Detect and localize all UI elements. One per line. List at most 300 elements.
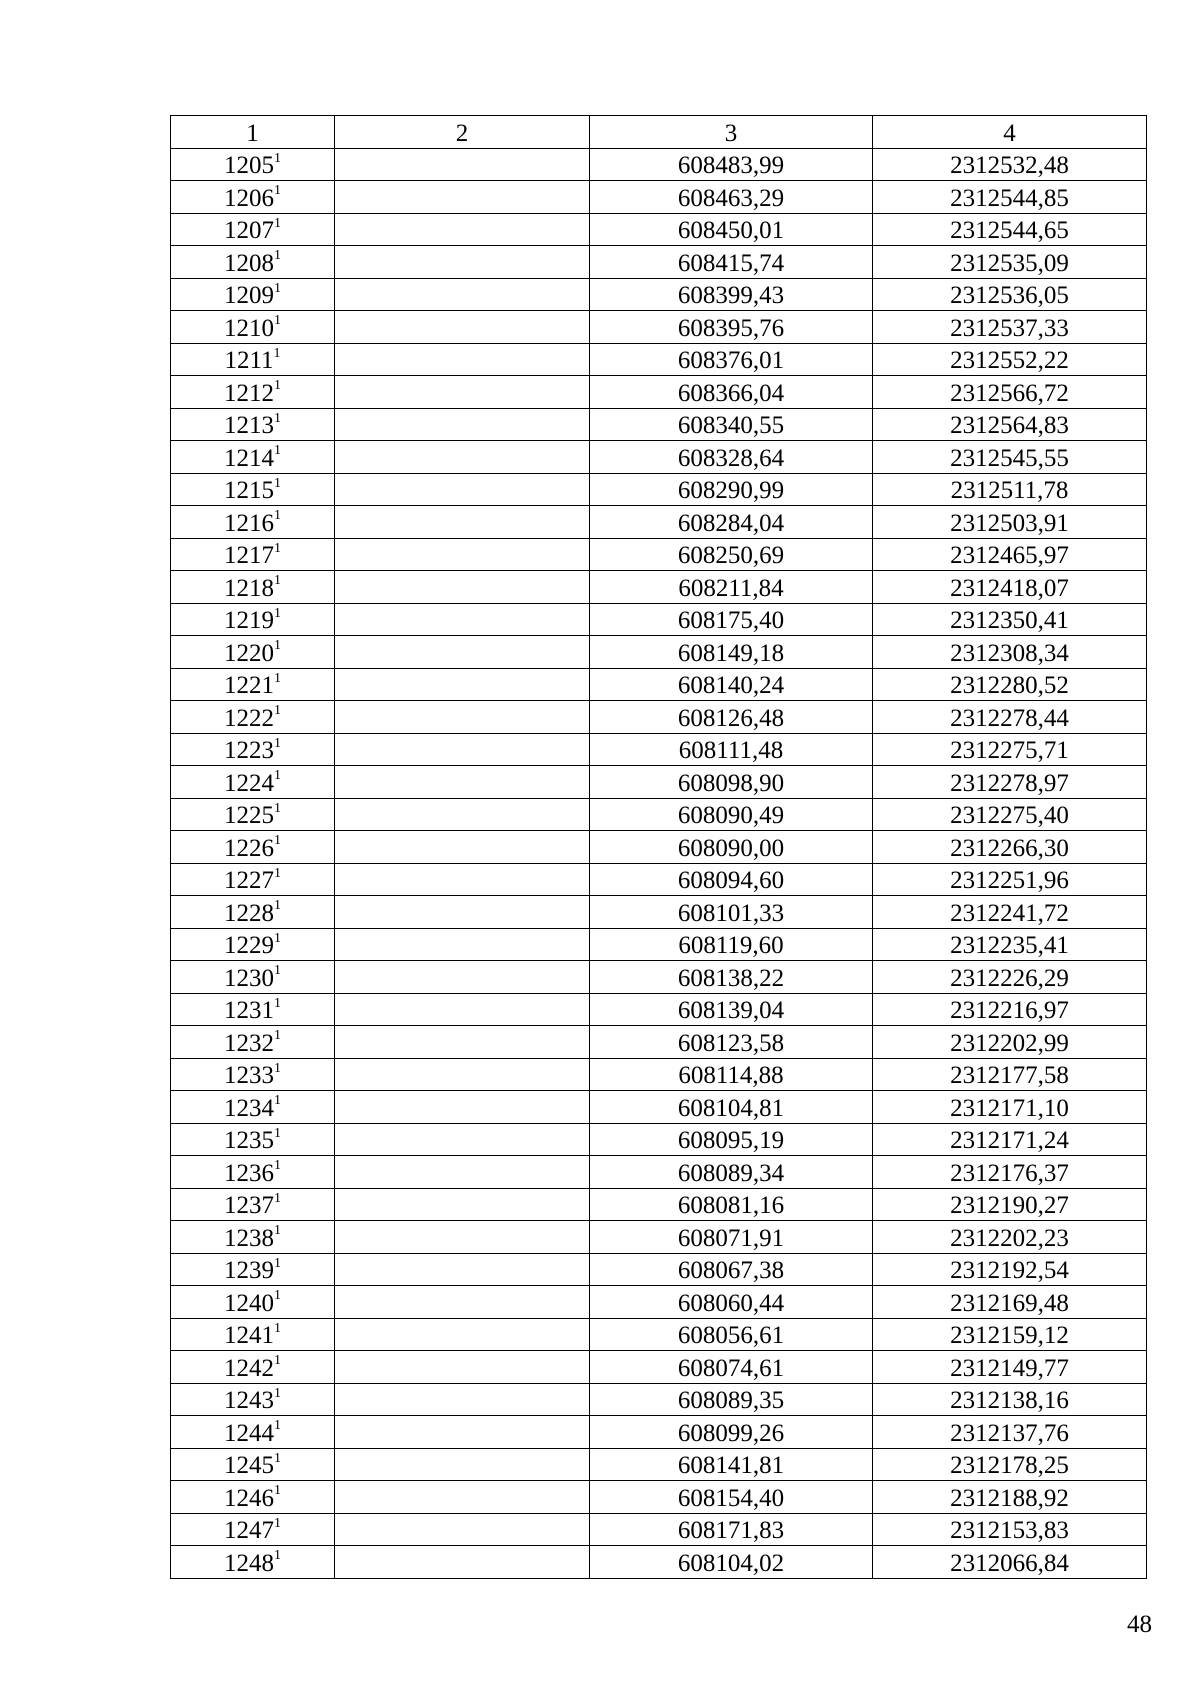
x-coordinate-cell: 608074,61 <box>590 1351 873 1384</box>
point-number <box>224 834 281 863</box>
point-number-superscript: 1 <box>274 1320 281 1336</box>
point-number-base: 1229 <box>224 932 274 959</box>
y-coordinate-cell: 2312190,27 <box>873 1188 1147 1221</box>
x-coordinate-cell: 608104,81 <box>590 1091 873 1124</box>
point-number <box>224 671 281 700</box>
point-number-base: 1215 <box>224 477 274 504</box>
point-number <box>224 509 281 538</box>
point-number <box>224 1386 281 1415</box>
point-number-cell <box>171 148 335 181</box>
table-row <box>171 1481 1147 1514</box>
x-coordinate-cell: 608090,00 <box>590 831 873 864</box>
point-number-superscript: 1 <box>274 703 281 719</box>
point-number-cell <box>171 896 335 929</box>
point-number-cell <box>171 1513 335 1546</box>
y-coordinate-cell: 2312241,72 <box>873 896 1147 929</box>
point-number <box>224 1191 281 1220</box>
point-number-superscript: 1 <box>274 800 281 816</box>
y-coordinate-cell: 2312535,09 <box>873 246 1147 279</box>
x-coordinate-cell: 608171,83 <box>590 1513 873 1546</box>
table-row <box>171 993 1147 1026</box>
point-number-cell <box>171 278 335 311</box>
x-coordinate-cell: 608114,88 <box>590 1058 873 1091</box>
table-row <box>171 538 1147 571</box>
table-row <box>171 1188 1147 1221</box>
y-coordinate-cell: 2312278,44 <box>873 701 1147 734</box>
point-number <box>224 411 281 440</box>
table-row <box>171 1546 1147 1579</box>
column-2-cell <box>335 246 590 279</box>
point-number-superscript: 1 <box>274 248 281 264</box>
point-number-superscript: 1 <box>274 540 281 556</box>
column-2-cell <box>335 1026 590 1059</box>
column-2-cell <box>335 603 590 636</box>
point-number-cell <box>171 213 335 246</box>
table-row <box>171 1351 1147 1384</box>
point-number-superscript: 1 <box>274 963 281 979</box>
table-row <box>171 473 1147 506</box>
point-number-base: 1245 <box>224 1452 274 1479</box>
point-number <box>224 769 281 798</box>
point-number-superscript: 1 <box>274 1158 281 1174</box>
point-number-cell <box>171 1221 335 1254</box>
column-header-2: 2 <box>335 116 590 149</box>
point-number-base: 1211 <box>224 347 274 374</box>
x-coordinate-cell: 608250,69 <box>590 538 873 571</box>
point-number <box>224 346 280 375</box>
point-number-cell <box>171 343 335 376</box>
point-number-cell <box>171 1546 335 1579</box>
point-number-cell <box>171 246 335 279</box>
column-2-cell <box>335 408 590 441</box>
table-row <box>171 1058 1147 1091</box>
x-coordinate-cell: 608175,40 <box>590 603 873 636</box>
column-2-cell <box>335 668 590 701</box>
point-number-superscript: 1 <box>274 1223 281 1239</box>
point-number <box>224 1549 281 1578</box>
point-number-cell <box>171 1091 335 1124</box>
column-2-cell <box>335 1383 590 1416</box>
point-number-superscript: 1 <box>274 1190 281 1206</box>
column-2-cell <box>335 1481 590 1514</box>
point-number <box>224 281 281 310</box>
point-number-cell <box>171 473 335 506</box>
y-coordinate-cell: 2312226,29 <box>873 961 1147 994</box>
y-coordinate-cell: 2312465,97 <box>873 538 1147 571</box>
table-row <box>171 408 1147 441</box>
y-coordinate-cell: 2312153,83 <box>873 1513 1147 1546</box>
column-2-cell <box>335 1448 590 1481</box>
table-row <box>171 1091 1147 1124</box>
table-row <box>171 701 1147 734</box>
table-row <box>171 896 1147 929</box>
point-number-superscript: 1 <box>274 1255 281 1271</box>
page-number: 48 <box>1127 1611 1152 1638</box>
column-2-cell <box>335 473 590 506</box>
y-coordinate-cell: 2312171,24 <box>873 1123 1147 1156</box>
x-coordinate-cell: 608463,29 <box>590 181 873 214</box>
point-number-superscript: 1 <box>274 735 281 751</box>
point-number-base: 1242 <box>224 1354 274 1382</box>
x-coordinate-cell: 608139,04 <box>590 993 873 1026</box>
point-number <box>224 379 281 408</box>
point-number-superscript: 1 <box>274 1548 281 1564</box>
x-coordinate-cell: 608154,40 <box>590 1481 873 1514</box>
point-number-superscript: 1 <box>274 670 281 686</box>
point-number <box>224 1419 281 1448</box>
x-coordinate-cell: 608123,58 <box>590 1026 873 1059</box>
y-coordinate-cell: 2312308,34 <box>873 636 1147 669</box>
y-coordinate-cell: 2312192,54 <box>873 1253 1147 1286</box>
y-coordinate-cell: 2312171,10 <box>873 1091 1147 1124</box>
point-number <box>224 704 281 733</box>
point-number-superscript: 1 <box>274 280 281 296</box>
column-2-cell <box>335 571 590 604</box>
point-number-base: 1225 <box>224 802 274 829</box>
y-coordinate-cell: 2312235,41 <box>873 928 1147 961</box>
y-coordinate-cell: 2312278,97 <box>873 766 1147 799</box>
table-row <box>171 213 1147 246</box>
point-number <box>224 476 281 505</box>
x-coordinate-cell: 608060,44 <box>590 1286 873 1319</box>
table-row <box>171 831 1147 864</box>
point-number-base: 1240 <box>224 1289 274 1317</box>
column-2-cell <box>335 376 590 409</box>
point-number-base: 1219 <box>224 607 274 634</box>
point-number-base: 1224 <box>224 769 274 797</box>
table-row <box>171 1448 1147 1481</box>
table-row <box>171 798 1147 831</box>
point-number <box>224 1094 281 1123</box>
point-number-superscript: 1 <box>274 410 281 426</box>
column-header-3: 3 <box>590 116 873 149</box>
point-number-superscript: 1 <box>274 1028 281 1044</box>
point-number-cell <box>171 603 335 636</box>
table-row <box>171 766 1147 799</box>
coordinates-table <box>170 115 1147 1579</box>
point-number <box>224 1484 281 1513</box>
column-2-cell <box>335 961 590 994</box>
point-number-superscript: 1 <box>274 865 281 881</box>
point-number-cell <box>171 1253 335 1286</box>
table-row <box>171 1026 1147 1059</box>
point-number <box>224 899 281 928</box>
point-number-cell <box>171 733 335 766</box>
x-coordinate-cell: 608149,18 <box>590 636 873 669</box>
point-number <box>224 1159 281 1188</box>
table-header-row <box>171 116 1147 149</box>
point-number-cell <box>171 766 335 799</box>
point-number-superscript: 1 <box>274 1060 281 1076</box>
table-row <box>171 1416 1147 1449</box>
point-number-cell <box>171 1481 335 1514</box>
y-coordinate-cell: 2312552,22 <box>873 343 1147 376</box>
x-coordinate-cell: 608399,43 <box>590 278 873 311</box>
y-coordinate-cell: 2312266,30 <box>873 831 1147 864</box>
point-number-base: 1241 <box>224 1322 274 1349</box>
point-number <box>224 1516 281 1545</box>
point-number-base: 1231 <box>224 997 274 1024</box>
column-2-cell <box>335 181 590 214</box>
x-coordinate-cell: 608340,55 <box>590 408 873 441</box>
table-row <box>171 571 1147 604</box>
point-number-base: 1218 <box>224 574 274 602</box>
y-coordinate-cell: 2312202,99 <box>873 1026 1147 1059</box>
y-coordinate-cell: 2312178,25 <box>873 1448 1147 1481</box>
point-number-base: 1230 <box>224 964 274 992</box>
point-number-superscript: 1 <box>274 1483 281 1499</box>
point-number <box>224 866 281 895</box>
point-number <box>224 574 281 603</box>
column-2-cell <box>335 1416 590 1449</box>
point-number-superscript: 1 <box>274 443 281 459</box>
column-2-cell <box>335 278 590 311</box>
column-2-cell <box>335 1318 590 1351</box>
y-coordinate-cell: 2312275,40 <box>873 798 1147 831</box>
column-2-cell <box>335 1123 590 1156</box>
column-2-cell <box>335 506 590 539</box>
x-coordinate-cell: 608090,49 <box>590 798 873 831</box>
point-number <box>224 444 281 473</box>
table-row <box>171 1383 1147 1416</box>
point-number-superscript: 1 <box>273 345 281 361</box>
point-number-base: 1228 <box>224 899 274 927</box>
x-coordinate-cell: 608095,19 <box>590 1123 873 1156</box>
table-row <box>171 636 1147 669</box>
column-2-cell <box>335 701 590 734</box>
table-row <box>171 961 1147 994</box>
point-number-cell <box>171 538 335 571</box>
point-number-base: 1221 <box>224 672 274 699</box>
point-number <box>224 216 281 245</box>
y-coordinate-cell: 2312564,83 <box>873 408 1147 441</box>
y-coordinate-cell: 2312177,58 <box>873 1058 1147 1091</box>
table-row <box>171 863 1147 896</box>
y-coordinate-cell: 2312544,65 <box>873 213 1147 246</box>
column-2-cell <box>335 1091 590 1124</box>
y-coordinate-cell: 2312537,33 <box>873 311 1147 344</box>
y-coordinate-cell: 2312532,48 <box>873 148 1147 181</box>
point-number-cell <box>171 1188 335 1221</box>
point-number-superscript: 1 <box>274 768 281 784</box>
point-number-cell <box>171 961 335 994</box>
y-coordinate-cell: 2312188,92 <box>873 1481 1147 1514</box>
x-coordinate-cell: 608071,91 <box>590 1221 873 1254</box>
column-2-cell <box>335 993 590 1026</box>
point-number-superscript: 1 <box>274 1515 281 1531</box>
point-number-base: 1212 <box>224 379 274 407</box>
table-row <box>171 1286 1147 1319</box>
point-number-base: 1247 <box>224 1517 274 1544</box>
point-number-cell <box>171 1286 335 1319</box>
point-number-superscript: 1 <box>274 215 281 231</box>
x-coordinate-cell: 608056,61 <box>590 1318 873 1351</box>
column-2-cell <box>335 213 590 246</box>
point-number-superscript: 1 <box>274 508 281 524</box>
point-number-base: 1216 <box>224 509 274 537</box>
column-2-cell <box>335 1351 590 1384</box>
column-2-cell <box>335 1156 590 1189</box>
point-number <box>224 1354 281 1383</box>
table-row <box>171 311 1147 344</box>
point-number-superscript: 1 <box>274 378 281 394</box>
y-coordinate-cell: 2312275,71 <box>873 733 1147 766</box>
column-2-cell <box>335 1058 590 1091</box>
table-row <box>171 1513 1147 1546</box>
point-number <box>224 249 281 278</box>
x-coordinate-cell: 608141,81 <box>590 1448 873 1481</box>
x-coordinate-cell: 608098,90 <box>590 766 873 799</box>
point-number <box>224 1256 281 1285</box>
point-number <box>224 184 281 213</box>
point-number-base: 1239 <box>224 1257 274 1284</box>
point-number-cell <box>171 798 335 831</box>
table-row <box>171 376 1147 409</box>
point-number-base: 1226 <box>224 834 274 862</box>
table-row <box>171 441 1147 474</box>
table-row <box>171 148 1147 181</box>
x-coordinate-cell: 608081,16 <box>590 1188 873 1221</box>
table-row <box>171 1318 1147 1351</box>
x-coordinate-cell: 608366,04 <box>590 376 873 409</box>
point-number-base: 1214 <box>224 444 274 472</box>
point-number-cell <box>171 571 335 604</box>
point-number-base: 1206 <box>224 184 274 212</box>
point-number-base: 1205 <box>224 152 274 179</box>
point-number-cell <box>171 408 335 441</box>
y-coordinate-cell: 2312159,12 <box>873 1318 1147 1351</box>
point-number-cell <box>171 1026 335 1059</box>
point-number-cell <box>171 1318 335 1351</box>
x-coordinate-cell: 608395,76 <box>590 311 873 344</box>
point-number-superscript: 1 <box>274 930 281 946</box>
point-number-cell <box>171 1416 335 1449</box>
y-coordinate-cell: 2312511,78 <box>873 473 1147 506</box>
column-2-cell <box>335 798 590 831</box>
point-number <box>224 314 281 343</box>
point-number-superscript: 1 <box>274 1125 281 1141</box>
point-number-superscript: 1 <box>274 1450 281 1466</box>
point-number-base: 1236 <box>224 1159 274 1187</box>
column-2-cell <box>335 538 590 571</box>
y-coordinate-cell: 2312137,76 <box>873 1416 1147 1449</box>
point-number-base: 1233 <box>224 1062 274 1089</box>
point-number-superscript: 1 <box>274 833 281 849</box>
point-number-cell <box>171 863 335 896</box>
column-2-cell <box>335 896 590 929</box>
point-number-base: 1237 <box>224 1192 274 1219</box>
point-number-base: 1243 <box>224 1387 274 1414</box>
point-number-base: 1210 <box>224 314 274 342</box>
point-number-cell <box>171 928 335 961</box>
column-2-cell <box>335 311 590 344</box>
column-2-cell <box>335 148 590 181</box>
column-2-cell <box>335 441 590 474</box>
point-number-superscript: 1 <box>274 1288 281 1304</box>
y-coordinate-cell: 2312503,91 <box>873 506 1147 539</box>
point-number-cell <box>171 506 335 539</box>
x-coordinate-cell: 608211,84 <box>590 571 873 604</box>
point-number-base: 1246 <box>224 1484 274 1512</box>
point-number-superscript: 1 <box>274 313 281 329</box>
x-coordinate-cell: 608415,74 <box>590 246 873 279</box>
x-coordinate-cell: 608126,48 <box>590 701 873 734</box>
y-coordinate-cell: 2312202,23 <box>873 1221 1147 1254</box>
column-2-cell <box>335 343 590 376</box>
point-number-base: 1209 <box>224 282 274 309</box>
column-2-cell <box>335 831 590 864</box>
table-row <box>171 928 1147 961</box>
table-body <box>171 148 1147 1578</box>
point-number-cell <box>171 1448 335 1481</box>
table-row <box>171 181 1147 214</box>
point-number-superscript: 1 <box>274 605 281 621</box>
table-row <box>171 343 1147 376</box>
point-number-cell <box>171 1156 335 1189</box>
table-row <box>171 733 1147 766</box>
table-row <box>171 668 1147 701</box>
column-2-cell <box>335 928 590 961</box>
point-number-superscript: 1 <box>274 1418 281 1434</box>
point-number-cell <box>171 1351 335 1384</box>
point-number-cell <box>171 181 335 214</box>
x-coordinate-cell: 608089,34 <box>590 1156 873 1189</box>
point-number-superscript: 1 <box>274 183 281 199</box>
x-coordinate-cell: 608483,99 <box>590 148 873 181</box>
column-2-cell <box>335 1513 590 1546</box>
point-number-base: 1232 <box>224 1029 274 1057</box>
column-2-cell <box>335 1188 590 1221</box>
x-coordinate-cell: 608119,60 <box>590 928 873 961</box>
x-coordinate-cell: 608376,01 <box>590 343 873 376</box>
point-number-base: 1207 <box>224 217 274 244</box>
x-coordinate-cell: 608104,02 <box>590 1546 873 1579</box>
point-number <box>224 606 281 635</box>
point-number-cell <box>171 1123 335 1156</box>
column-header-1: 1 <box>171 116 335 149</box>
y-coordinate-cell: 2312138,16 <box>873 1383 1147 1416</box>
point-number-cell <box>171 993 335 1026</box>
point-number <box>224 996 281 1025</box>
y-coordinate-cell: 2312536,05 <box>873 278 1147 311</box>
point-number-base: 1244 <box>224 1419 274 1447</box>
x-coordinate-cell: 608094,60 <box>590 863 873 896</box>
point-number-base: 1235 <box>224 1127 274 1154</box>
column-2-cell <box>335 636 590 669</box>
y-coordinate-cell: 2312545,55 <box>873 441 1147 474</box>
y-coordinate-cell: 2312418,07 <box>873 571 1147 604</box>
column-2-cell <box>335 766 590 799</box>
point-number-superscript: 1 <box>274 1353 281 1369</box>
x-coordinate-cell: 608111,48 <box>590 733 873 766</box>
point-number-cell <box>171 831 335 864</box>
y-coordinate-cell: 2312176,37 <box>873 1156 1147 1189</box>
table-row <box>171 246 1147 279</box>
point-number-cell <box>171 1058 335 1091</box>
table-row <box>171 1123 1147 1156</box>
x-coordinate-cell: 608089,35 <box>590 1383 873 1416</box>
point-number-superscript: 1 <box>274 475 281 491</box>
point-number-base: 1227 <box>224 867 274 894</box>
x-coordinate-cell: 608101,33 <box>590 896 873 929</box>
point-number-cell <box>171 311 335 344</box>
y-coordinate-cell: 2312149,77 <box>873 1351 1147 1384</box>
y-coordinate-cell: 2312280,52 <box>873 668 1147 701</box>
x-coordinate-cell: 608450,01 <box>590 213 873 246</box>
point-number <box>224 1289 281 1318</box>
point-number-base: 1234 <box>224 1094 274 1122</box>
point-number-base: 1248 <box>224 1549 274 1577</box>
